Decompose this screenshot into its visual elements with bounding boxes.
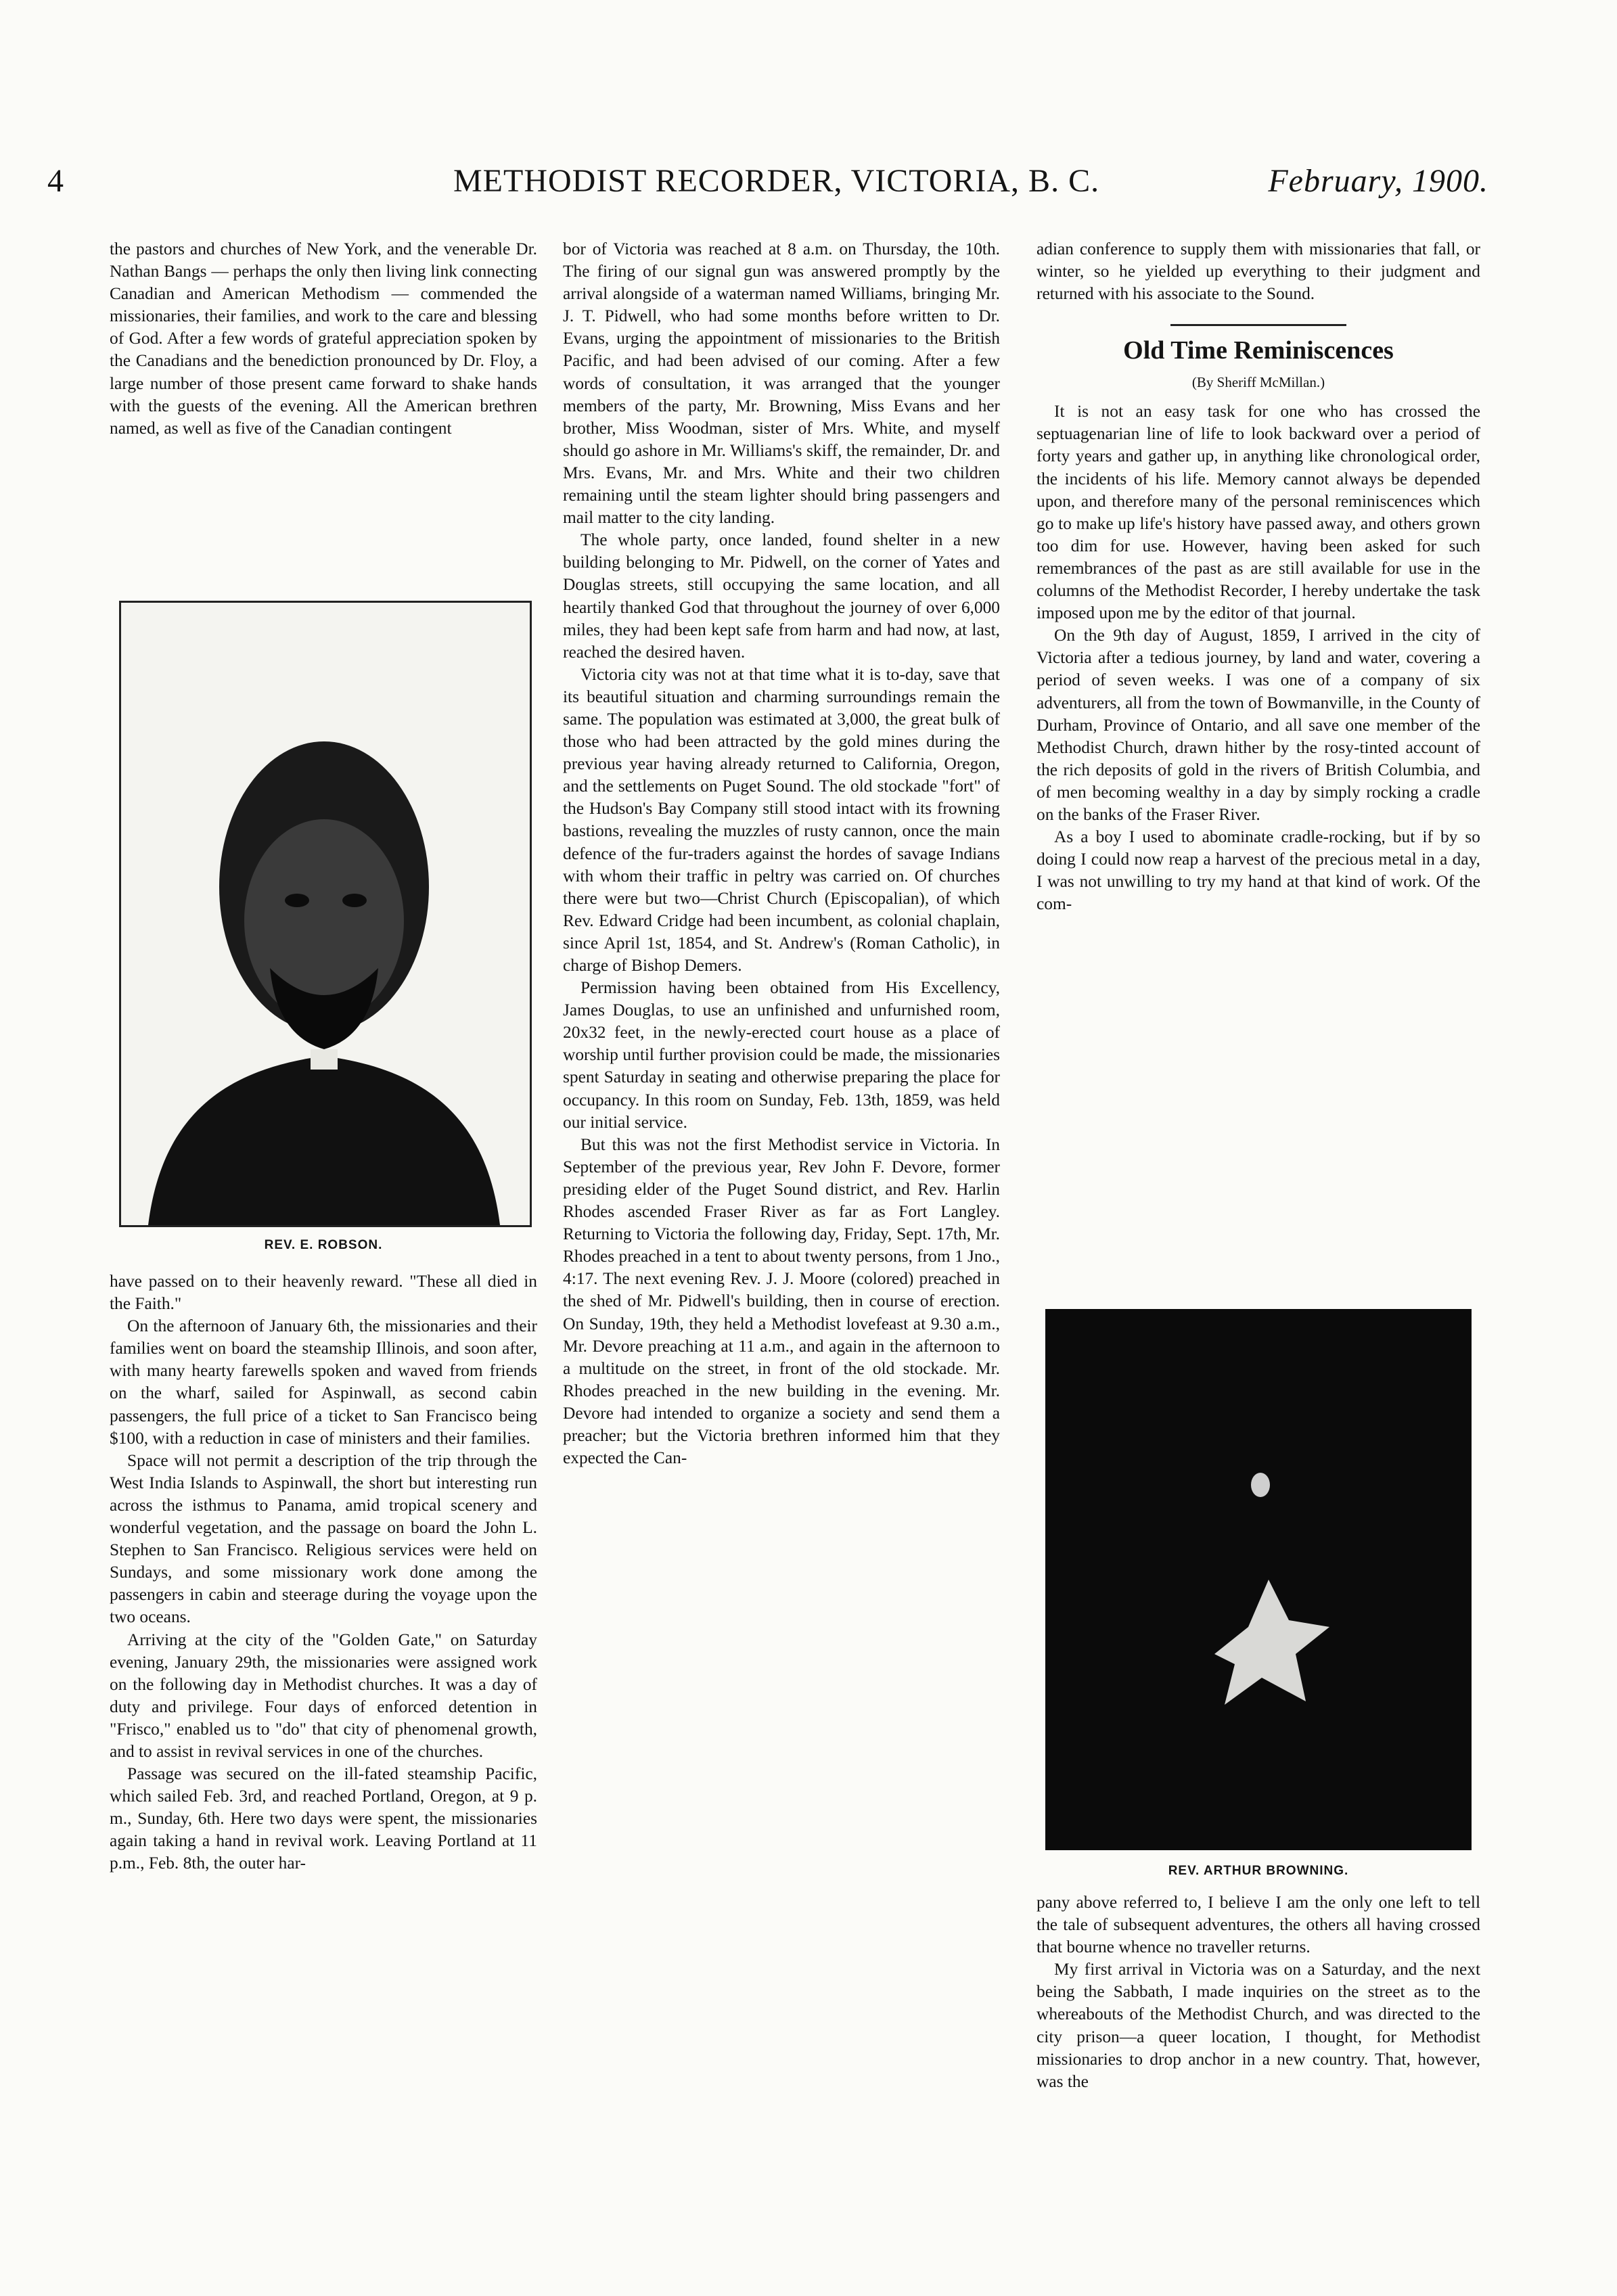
paragraph: pany above referred to, I believe I am the only one left to tell the tale of subsequent adventures, the others all having crossed that bourne whence no traveller returns. — [1037, 1893, 1480, 1957]
paragraph: Arriving at the city of the "Golden Gate," on Saturday evening, January 29th, the missionaries were assigned work on the following day in Methodist churches. It was a day of duty and privilege. Four days of enforced detention in "Frisco," enabled us to "do" that city of phenomenal growth, and to assist in revival services in one of the churches. — [110, 1630, 537, 1761]
article-byline: (By Sheriff McMillan.) — [1191, 374, 1325, 391]
paragraph: Space will not permit a description of the trip through the West India Islands to Aspinwall, the short but interesting run across the isthmus to Panama, amid tropical scenery and wonderful vegetation, and the passage on board the John L. Stephen to San Francisco. Religious services were held on Sundays, and some missionary work done among the passengers in cabin and steerage during the voyage upon the two oceans. — [110, 1450, 537, 1627]
photo-caption: REV. E. ROBSON. — [264, 1238, 383, 1252]
paragraph: But this was not the first Methodist service in Victoria. In September of the previous year, Rev John F. Devore, former presiding elder of the Puget Sound district, and Rev. Harlin Rhodes ascended Fraser River as far as Fort Langley. Returning to Victoria the following day, Friday, Sept. 17th, Mr. Rhodes preached in a tent to about twenty persons, from 1 Jno., 4:17. The next evening Rev. J. J. Moore (colored) preached in the shed of Mr. Pidwell's building, then in course of erection. On Sunday, 19th, they held a Methodist lovefeast at 9.30 a.m., Mr. Devore preaching at 11 a.m., and again in the afternoon to a multitude on the street, in front of the old stockade. Mr. Rhodes preached in the new building in the evening. Mr. Devore had intended to organize a society and send them a preacher; but the Victoria brethren informed him that they expected the Can- — [563, 1134, 1000, 1468]
column-1-top — [110, 238, 537, 440]
column-3-top — [1037, 238, 1480, 915]
paragraph: have passed on to their heavenly reward. "These all died in the Faith." — [110, 1272, 537, 1314]
paragraph: My first arrival in Victoria was on a Saturday, and the next being the Sabbath, I made inquiries on the street as to the whereabouts of the Methodist Church, and was directed to the city prison—a queer location, I thought, for Methodist missionaries to drop anchor in a new country. That, however, was the — [1037, 1960, 1480, 2091]
page-number: 4 — [47, 163, 64, 199]
paragraph: The whole party, once landed, found shelter in a new building belonging to Mr. Pidwell, on the corner of Yates and Douglas streets, still occupying the same location, and all heartily thanked God that throughout the journey of over 6,000 miles, they had been kept safe from harm and had now, at last, reached the desired haven. — [563, 530, 1000, 662]
paragraph: On the afternoon of January 6th, the missionaries and their families went on board the steamship Illinois, and soon after, with many hearty farewells spoken and waved from friends on the wharf, sailed for Aspinwall, as second cabin passengers, the full price of a ticket to San Francisco being $100, with a reduction in case of ministers and their families. — [110, 1316, 537, 1448]
paragraph: bor of Victoria was reached at 8 a.m. on Thursday, the 10th. The firing of our signal gun was answered promptly by the arrival alongside of a waterman named Williams, bringing Mr. J. T. Pidwell, who had some months before written to Dr. Evans, urging the appointment of missionaries to the British Pacific, and had been advised of our coming. After a few words of consultation, it was arranged that the younger members of the party, Mr. Browning, Miss Evans and her brother, Miss Woodman, sister of Mrs. White, and myself should go ashore in Mr. Williams's skiff, the remainder, Dr. and Mrs. Evans, Mr. and Mrs. White and their two children remaining until the steam lighter should bring passengers and mail matter to the city landing. — [563, 239, 1000, 528]
column-3-bottom — [1037, 1891, 1480, 2093]
article-headline: Old Time Reminiscences — [1123, 336, 1394, 365]
paragraph: On the 9th day of August, 1859, I arrived in the city of Victoria after a tedious journey, by land and water, covering a period of seven weeks. I was one of a company of six adventurers, all from the town of Bowmanville, in the County of Durham, Province of Ontario, and all save one member of the Methodist Church, drawn hither by the rosy-tinted account of the rich deposits of gold in the rivers of British Columbia, and of men becoming wealthy in a day by simply rocking a cradle on the banks of the Fraser River. — [1037, 626, 1480, 824]
article-text: the pastors and churches of New York, and the venerable Dr. Nathan Bangs — perhaps the only then living link connecting Canadian and American Methodism — commended the missionaries, their families, and work to the care and blessing of God. After a few words of grateful appreciation spoken by the Canadians and the benediction pronounced by Dr. Floy, a large number of those present came forward to shake hands with the guests of the evening. All the American brethren named, as well as five of the Canadian contingent — [110, 239, 537, 438]
running-head — [47, 162, 1488, 216]
portrait-image — [121, 603, 530, 1225]
paragraph: As a boy I used to abominate cradle-rocking, but if by so doing I could now reap a harvest of the precious metal in a day, I was not unwilling to try my hand at that kind of work. Of the com- — [1037, 827, 1480, 914]
paragraph: Permission having been obtained from His Excellency, James Douglas, to use an unfinished and unfurnished room, 20x32 feet, in the newly-erected court house as a place of worship until further provision could be made, the missionaries spent Saturday in seating and otherwise preparing the place for occupancy. In this room on Sunday, Feb. 13th, 1859, was held our initial service. — [563, 978, 1000, 1132]
column-2 — [563, 238, 1000, 1469]
photo-rev-arthur-browning — [1045, 1309, 1472, 1850]
photo-rev-e-robson — [119, 601, 532, 1227]
paragraph: Victoria city was not at that time what it is to-day, save that its beautiful situation and charming surroundings remain the same. The population was estimated at 3,000, the great bulk of those who had been attracted by the gold mines during the previous year having already returned to California, Oregon, and the settlements on Puget Sound. The old stockade "fort" of the Hudson's Bay Company still stood intact with its frowning bastions, revealing the muzzles of rusty cannon, once the main defence of the fur-traders against the hordes of savage Indians with whom their traffic in peltry was carried on. Of churches there were but two—Christ Church (Episcopalian), of which Rev. Edward Cridge had been incumbent, as colonial chaplain, since April 1st, 1854, and St. Andrew's (Roman Catholic), in charge of Bishop Demers. — [563, 664, 1000, 975]
photo-caption: REV. ARTHUR BROWNING. — [1168, 1864, 1349, 1878]
column-1-bottom — [110, 1270, 537, 1875]
issue-date: February, 1900. — [1268, 163, 1488, 199]
paragraph: Passage was secured on the ill-fated steamship Pacific, which sailed Feb. 3rd, and reached Portland, Oregon, at 9 p. m., Sunday, 6th. Here two days were spent, the missionaries again taking a hand in revival work. Leaving Portland at 11 p.m., Feb. 8th, the outer har- — [110, 1764, 537, 1873]
portrait-image — [1045, 1309, 1472, 1850]
section-divider — [1170, 324, 1346, 326]
journal-title: METHODIST RECORDER, VICTORIA, B. C. — [453, 163, 1100, 199]
paragraph: adian conference to supply them with missionaries that fall, or winter, so he yielded up everything to their judgment and returned with his associate to the Sound. — [1037, 239, 1480, 304]
paragraph: It is not an easy task for one who has crossed the septuagenarian line of life to look backward over a period of forty years and gather up, in anything like chronological order, the incidents of his life. Memory cannot always be depended upon, and therefore many of the personal reminiscences which go to make up life's history have passed away, and others grown too dim for use. However, having been asked for such remembrances of the past as are still available for use in the columns of the Methodist Recorder, I hereby undertake the task imposed upon me by the editor of that journal. — [1037, 402, 1480, 623]
